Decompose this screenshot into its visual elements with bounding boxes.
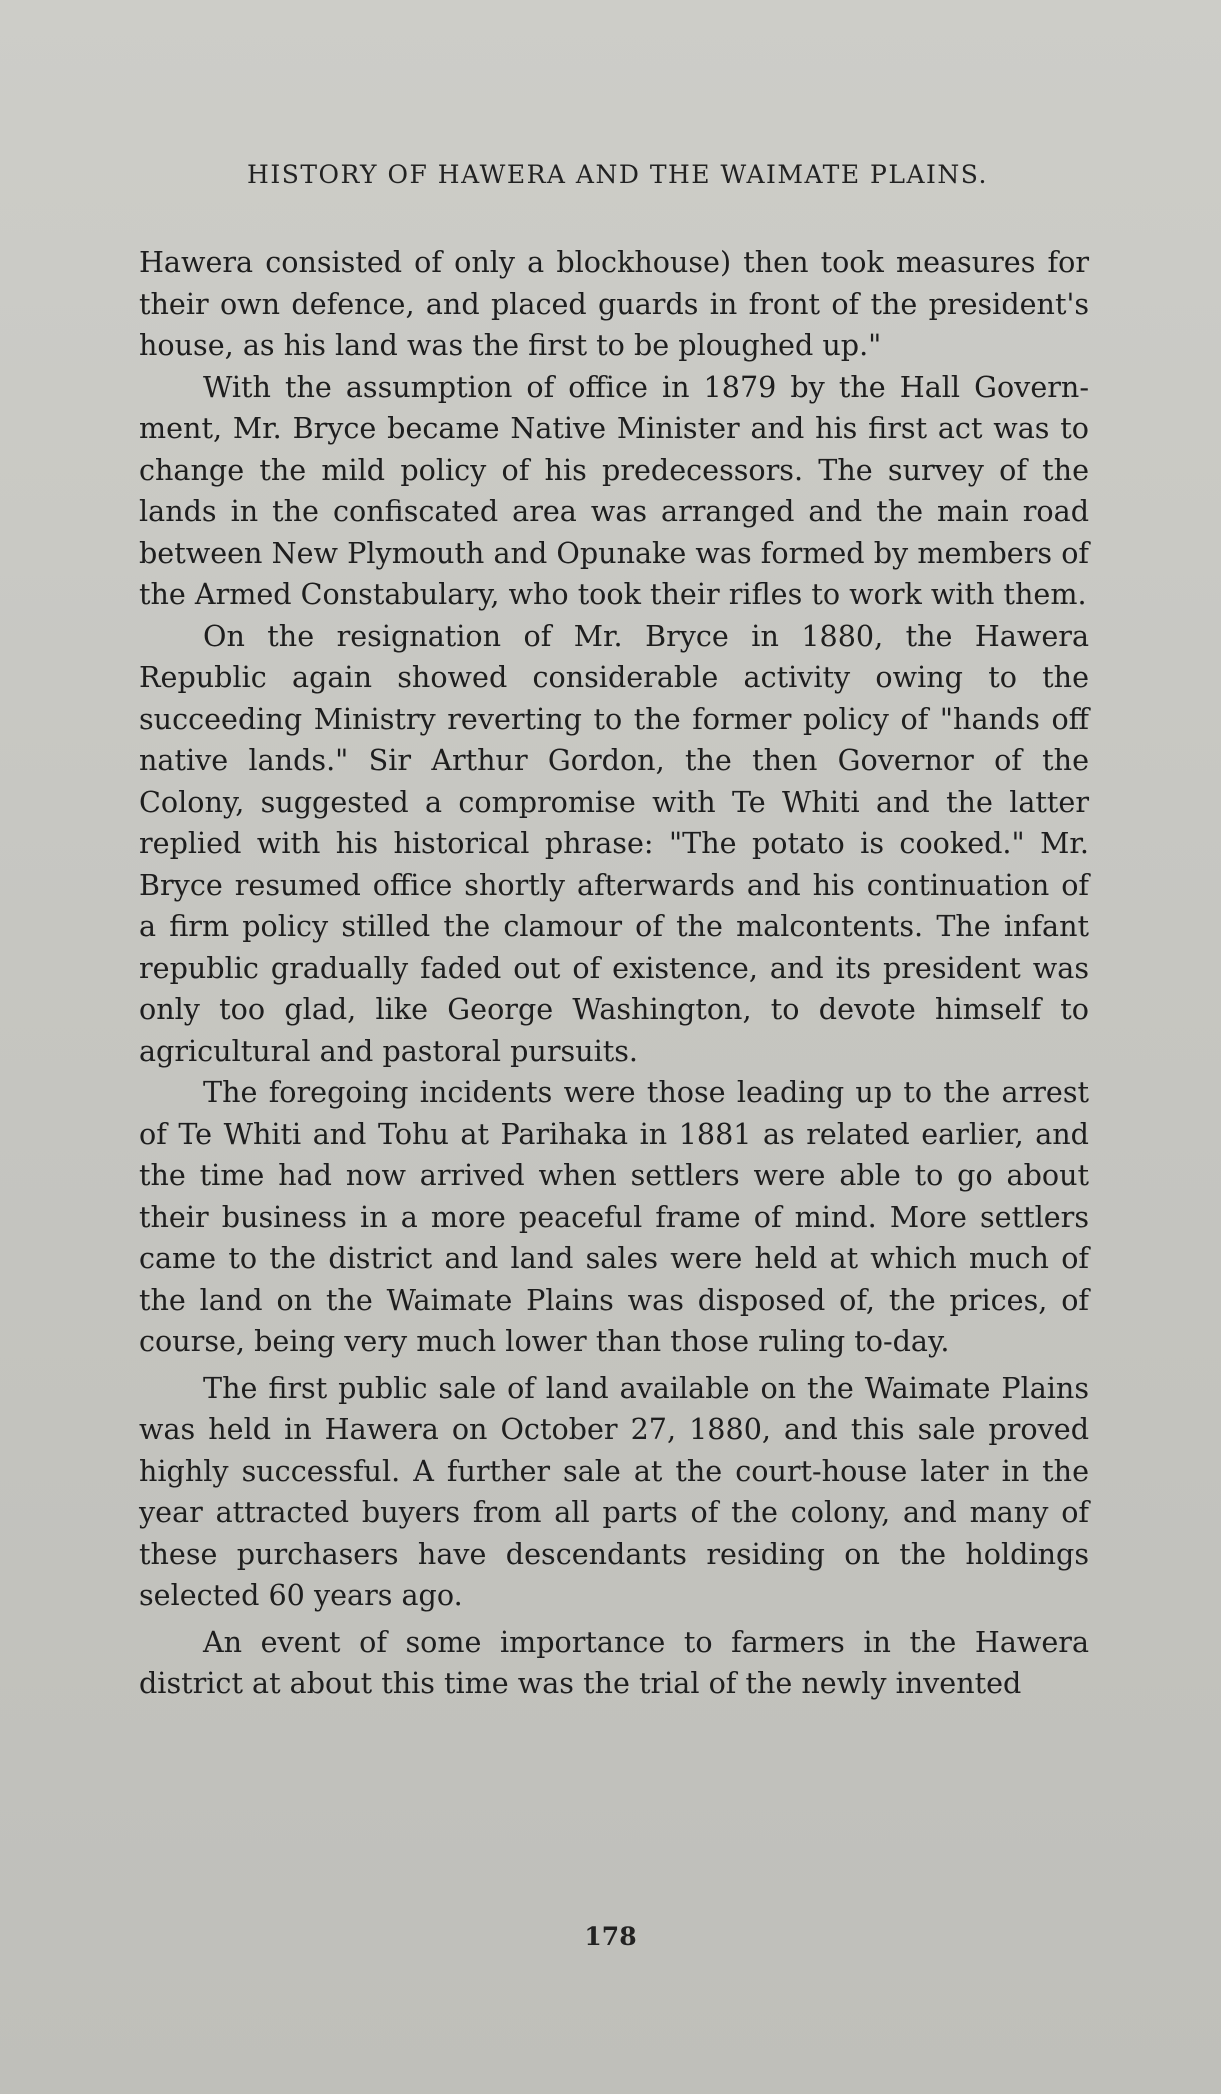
body-text [139, 242, 1089, 1705]
paragraph-first-land-sale: The first public sale of land available on the Waimate Plains was held in Hawera on October 27, 1880, and this sale proved highly successful. A further sale at the court-house later in the year attracted buyers from all parts of the colony, and many of these purchasers have descendants residing on the holdings selected 60 years ago. [139, 1370, 1089, 1612]
page-number: 178 [584, 1922, 637, 1951]
paragraph-foregoing-incidents: The foregoing incidents were those leading up to the arrest of Te Whiti and Tohu at Parihaka in 1881 as related earlier, and the time had now arrived when settlers were able to go about their business in a more peaceful frame of mind. More settlers came to the district and land sales were held at which much of the land on the Waimate Plains was disposed of, the prices, of course, being very much lower than those ruling to-day. [139, 1075, 1089, 1358]
running-head: HISTORY OF HAWERA AND THE WAIMATE PLAINS. [247, 160, 988, 189]
paragraph-event-of-importance: An event of some importance to farmers in the Hawera district at about this time was the trial of the newly invented [139, 1624, 1089, 1700]
paragraph-bryce-resignation: On the resignation of Mr. Bryce in 1880, the Hawera Republic again showed considerable activity owing to the succeeding Ministry reverting to the former policy of "hands off native lands." Sir Arthur Gordon, the then Governor of the Colony, suggested a compromise with Te Whiti and the latter replied with his historical phrase: "The potato is cooked." Mr. Bryce resumed office shortly afterwards and his continuation of a firm policy stilled the clamour of the malcontents. The infant republic gradually faded out of existence, and its president was only too glad, like George Washington, to devote himself to agricultural and pastoral pursuits. [139, 618, 1089, 1068]
paragraph-continued: Hawera consisted of only a blockhouse) then took measures for their own defence, and placed guards in front of the president's house, as his land was the first to be ploughed up." [139, 245, 1089, 362]
paragraph-hall-government: With the assumption of office in 1879 by the Hall Government, Mr. Bryce became Native Minister and his first act was to change the mild policy of his predecessors. The survey of the lands in the confiscated area was arranged and the main road between New Plymouth and Opunake was formed by members of the Armed Constabulary, who took their rifles to work with them. [139, 369, 1089, 611]
